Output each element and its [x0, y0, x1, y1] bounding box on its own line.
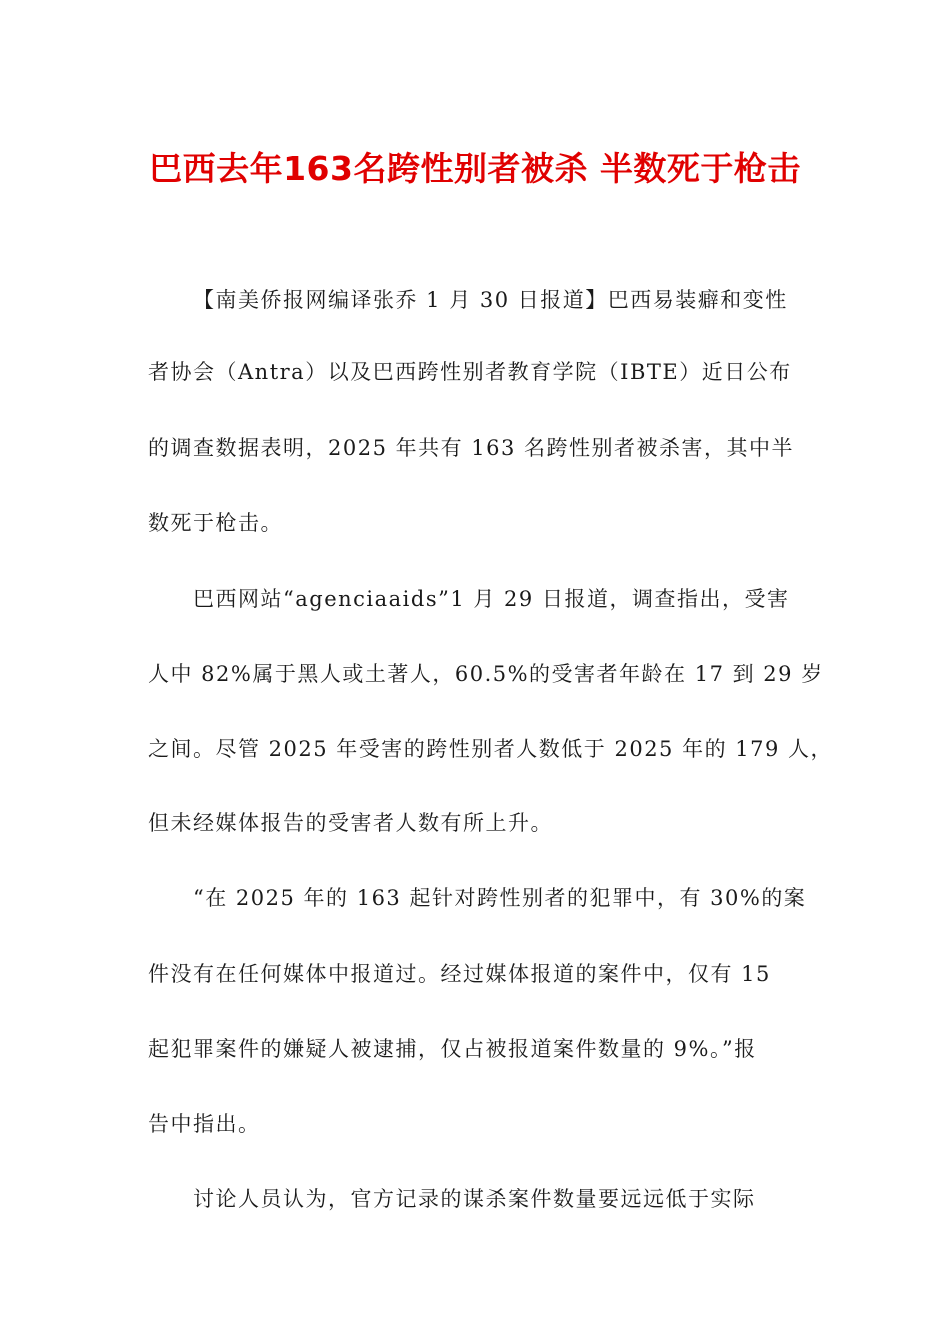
paragraph-3-line-1: “在 2025 年的 163 起针对跨性别者的犯罪中，有 30%的案 [193, 886, 807, 910]
paragraph-2-line-3: 之间。尽管 2025 年受害的跨性别者人数低于 2025 年的 179 人， [148, 737, 834, 761]
paragraph-3-line-4: 告中指出。 [148, 1112, 261, 1136]
paragraph-1-line-2: 者协会（Antra）以及巴西跨性别者教育学院（IBTE）近日公布 [148, 360, 792, 384]
paragraph-2-line-2: 人中 82%属于黑人或土著人，60.5%的受害者年龄在 17 到 29 岁 [148, 662, 824, 686]
paragraph-2-line-1: 巴西网站“agenciaaids”1 月 29 日报道，调查指出，受害 [193, 587, 790, 611]
paragraph-2-line-4: 但未经媒体报告的受害者人数有所上升。 [148, 811, 553, 835]
paragraph-4-line-1: 讨论人员认为，官方记录的谋杀案件数量要远远低于实际 [193, 1187, 756, 1211]
article-title: 巴西去年163名跨性别者被杀 半数死于枪击 [149, 149, 801, 188]
paragraph-3-line-2: 件没有在任何媒体中报道过。经过媒体报道的案件中，仅有 15 [148, 962, 771, 986]
paragraph-1-line-3: 的调查数据表明，2025 年共有 163 名跨性别者被杀害，其中半 [148, 436, 795, 460]
paragraph-3-line-3: 起犯罪案件的嫌疑人被逮捕，仅占被报道案件数量的 9%。”报 [148, 1037, 757, 1061]
paragraph-1-line-1: 【南美侨报网编译张乔 1 月 30 日报道】巴西易装癖和变性 [193, 288, 788, 312]
paragraph-1-line-4: 数死于枪击。 [148, 511, 283, 535]
